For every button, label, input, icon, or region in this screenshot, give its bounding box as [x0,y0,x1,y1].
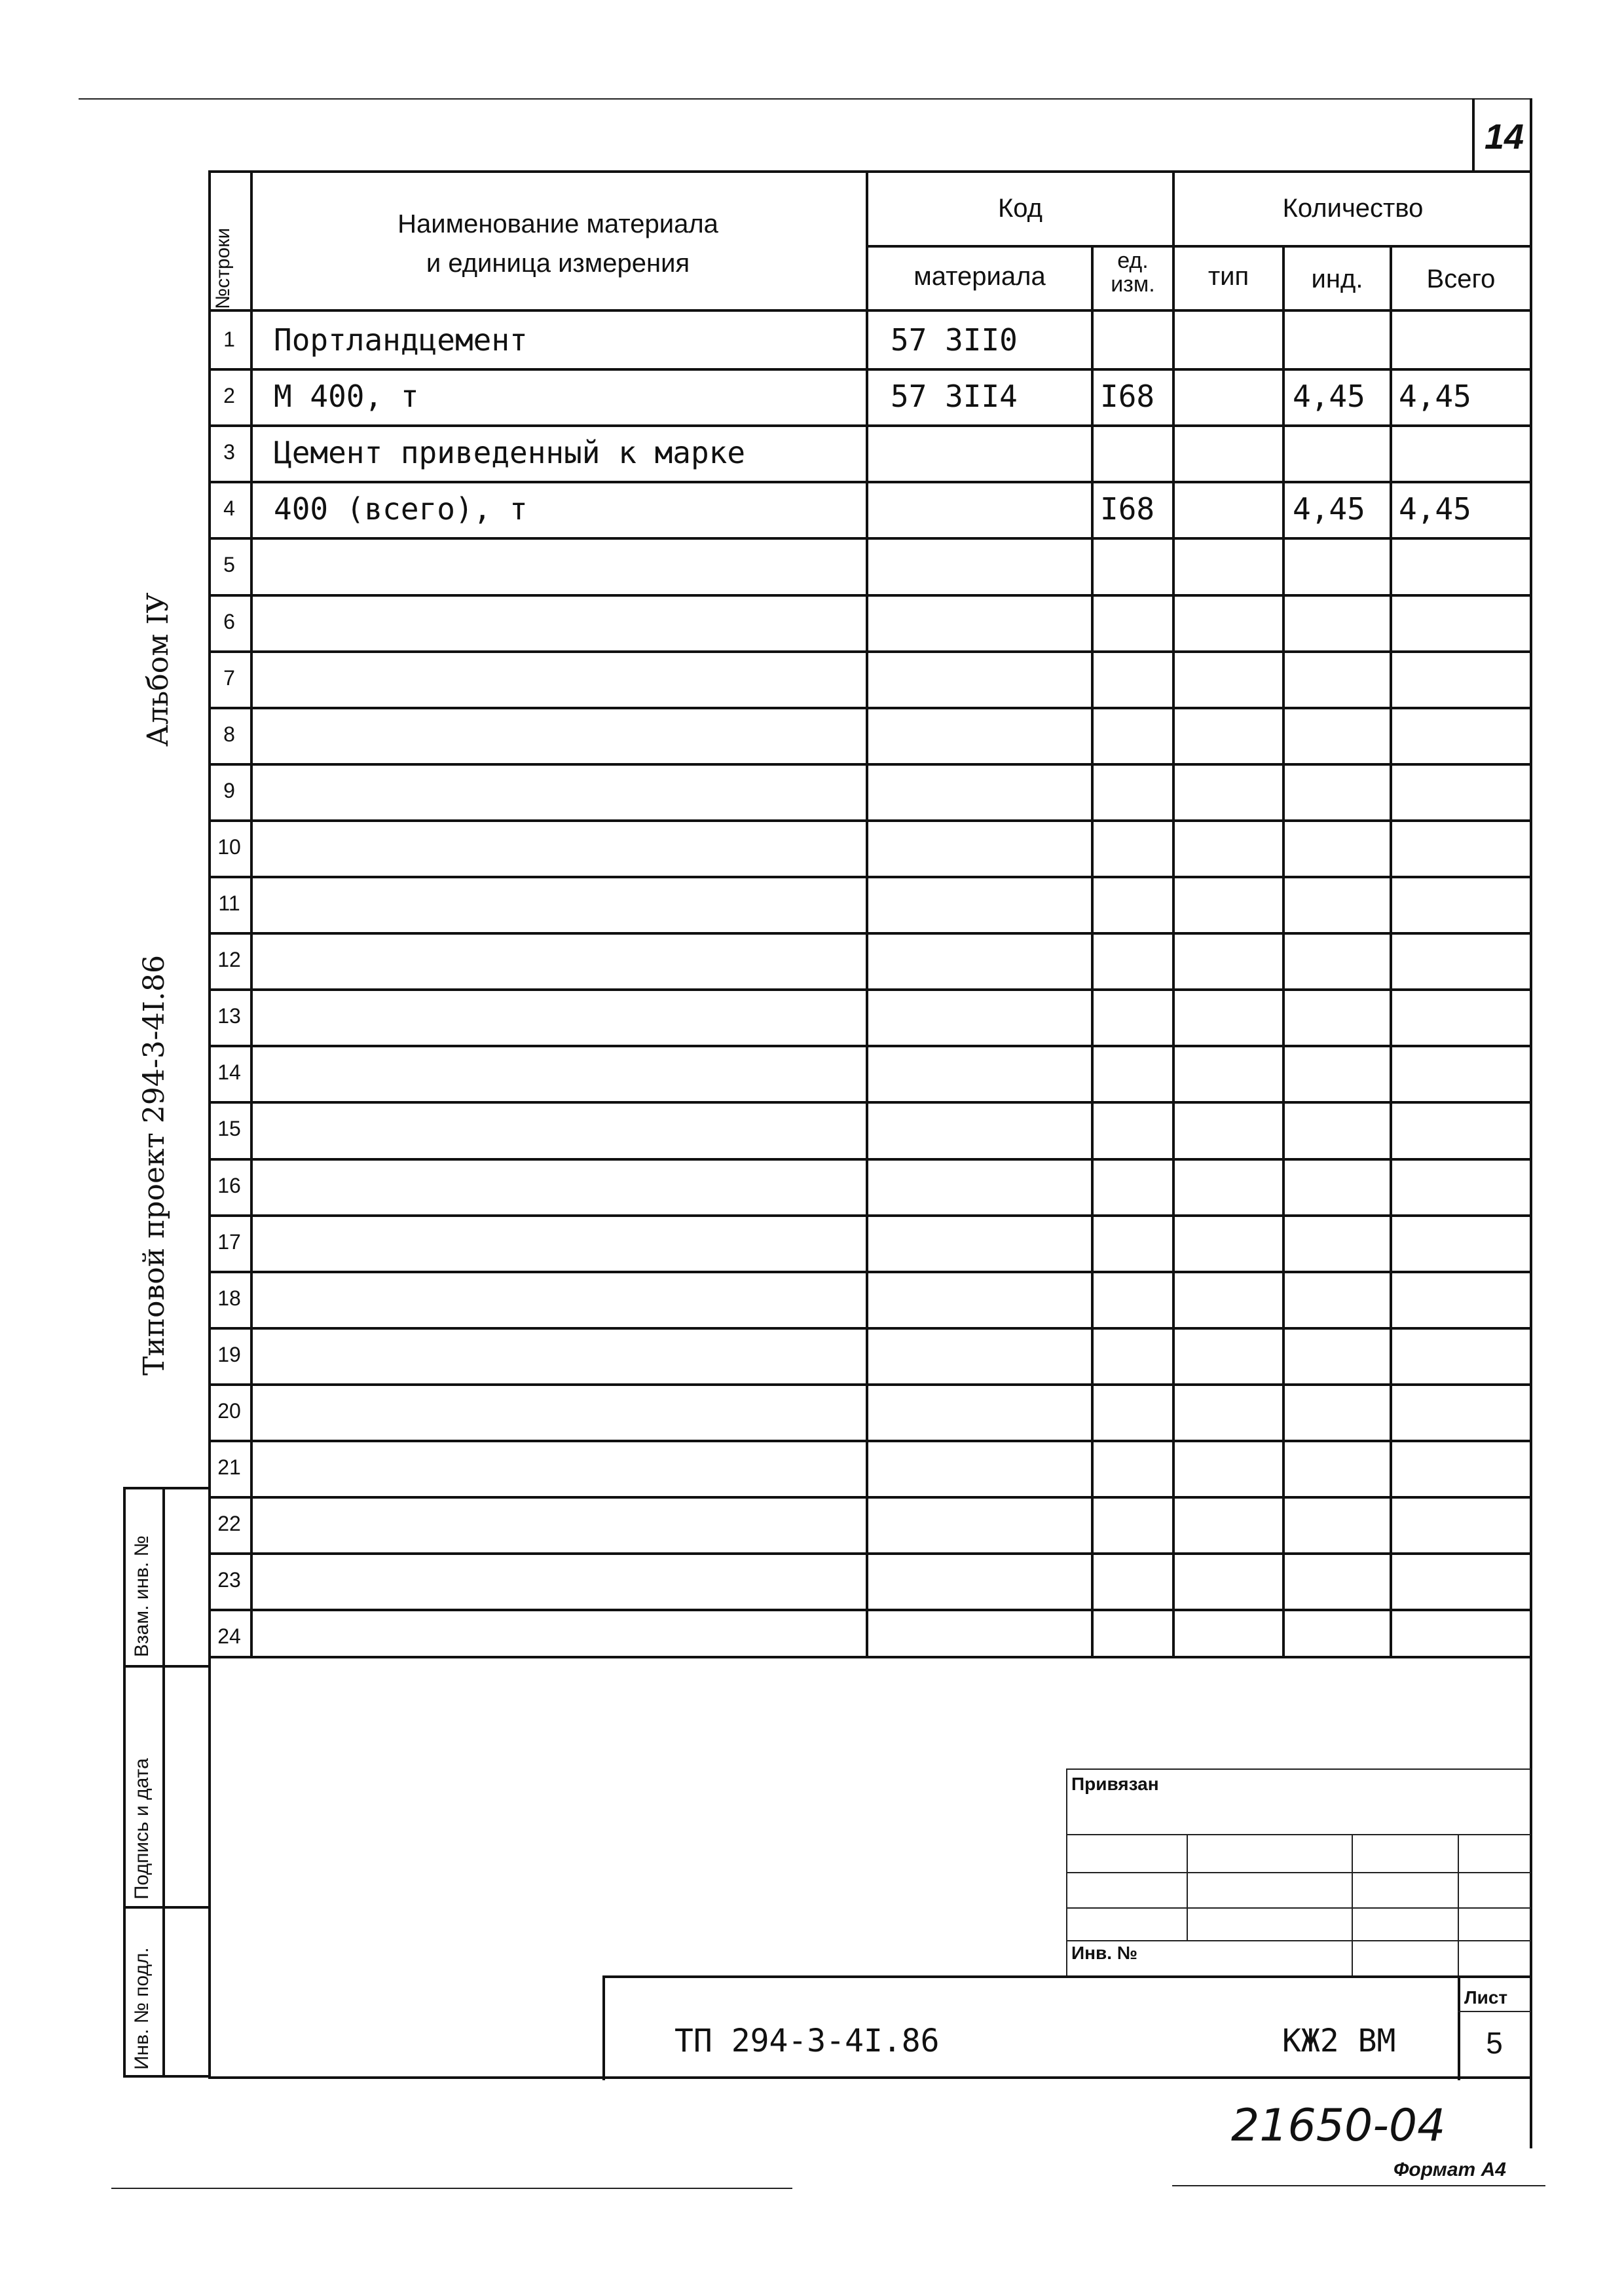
material-code: 57 3II0 [891,322,1018,358]
page-number: 14 [1484,117,1524,157]
handwritten-number: 21650-04 [1231,2100,1446,2152]
table-row-line [208,1158,1531,1161]
page-box-border [1530,98,1532,170]
table-row-line [208,594,1531,597]
col-line [1172,170,1175,1658]
tb-line [1066,1940,1531,1941]
header-sub-line [866,245,1531,248]
table-row-line [208,876,1531,878]
album-label: Альбом IУ [141,592,175,747]
table-row-line [208,707,1531,709]
margin-divider [162,1487,165,2076]
table-bottom-line [208,1656,1531,1658]
inv-no-label: Инв. № [1071,1943,1138,1963]
table-row-line [208,763,1531,766]
table-row-line [208,1552,1531,1555]
header-code: Код [997,194,1043,223]
podpis-label: Подпись и дата [131,1758,153,1899]
header-qty: Количество [1282,194,1424,223]
table-row-line [208,368,1531,371]
stamp-top [602,1975,1531,1978]
material-name: 400 (всего), т [274,491,528,527]
tb-line [1066,1768,1531,1770]
bottom-rule [1172,2185,1545,2186]
tb-line [1066,1907,1531,1909]
row-number: 5 [223,553,235,577]
doc-code: ТП 294-3-4I.86 [674,2023,940,2059]
vzam-label: Взам. инв. № [131,1535,153,1657]
row-number: 21 [217,1455,241,1479]
material-name: Портландцемент [274,322,528,358]
header-qty-tip: тип [1208,262,1249,291]
table-row-line [208,1609,1531,1611]
tb-line [1066,1768,1067,1978]
margin-bottom-border [123,2075,211,2078]
tb-line [1066,1872,1531,1873]
margin-sep [123,1665,211,1668]
row-number: 22 [217,1512,241,1536]
table-row-line [208,1271,1531,1273]
table-row-line [208,537,1531,540]
table-row-line [208,932,1531,935]
material-code: 57 3II4 [891,379,1018,415]
row-number: 18 [217,1286,241,1310]
header-code-material: материала [913,262,1046,291]
header-name-2: и единица измерения [426,249,690,278]
page-box-border [1472,98,1475,170]
table-row-line [208,819,1531,822]
project-label: Типовой проект 294-3-4I.86 [138,955,171,1375]
table-row-line [208,1383,1531,1386]
row-number: 3 [223,440,235,464]
row-number: 8 [223,722,235,746]
table-row-line [208,424,1531,427]
inv-podl-label: Инв. № подл. [131,1947,153,2070]
top-rule [79,98,1532,100]
row-number: 11 [218,891,240,915]
col-line [1390,246,1392,1658]
row-no-header: №строки [212,227,234,309]
col-line [866,170,868,1658]
table-row-line [208,1496,1531,1499]
mark-code: КЖ2 ВМ [1282,2023,1396,2059]
margin-top-border [123,1487,211,1489]
material-name: М 400, т [274,379,419,415]
col-line [1091,246,1094,1658]
margin-left-border [123,1487,126,2076]
row-number: 6 [223,609,235,633]
stamp-left [602,1975,605,2080]
row-number: 23 [217,1568,241,1592]
sheet-label: Лист [1464,1987,1508,2008]
header-qty-ind: инд. [1311,265,1363,293]
table-row-line [208,650,1531,653]
material-name: Цемент приведенный к марке [274,435,746,471]
qty-ind: 4,45 [1293,379,1365,415]
table-row-line [208,1214,1531,1217]
header-bottom-line [208,309,1531,312]
row-number: 4 [223,496,235,521]
row-number: 17 [217,1229,241,1254]
bottom-rule [111,2188,792,2189]
table-row-line [208,988,1531,991]
unit-code: I68 [1100,379,1155,415]
table-row-line [208,1045,1531,1047]
row-number: 20 [217,1398,241,1423]
col-line [250,170,253,1658]
header-qty-total: Всего [1426,265,1496,293]
frame-top [208,170,1532,173]
qty-ind: 4,45 [1293,491,1365,527]
sheet-number: 5 [1486,2026,1503,2060]
row-number: 13 [217,1004,241,1028]
tb-line [1458,1834,1459,1978]
table-row-line [208,1440,1531,1442]
row-number: 24 [217,1624,241,1649]
margin-sep [123,1906,211,1909]
col-line [1282,246,1285,1658]
tb-line [1458,2011,1531,2012]
table-row-line [208,1101,1531,1104]
format-label: Формат А4 [1393,2159,1506,2180]
privyazan-label: Привязан [1071,1774,1159,1794]
tb-line [1187,1834,1188,1940]
row-number: 1 [223,327,235,351]
row-number: 7 [223,665,235,690]
table-row-line [208,481,1531,483]
row-number: 2 [223,384,235,408]
row-number: 15 [217,1117,241,1141]
header-code-unit: ед. изм. [1111,248,1155,297]
row-number: 19 [217,1342,241,1366]
row-number: 10 [217,834,241,859]
tb-line [1352,1834,1353,1978]
qty-total: 4,45 [1399,379,1471,415]
tb-line [1066,1834,1531,1835]
row-number: 12 [217,948,241,972]
row-number: 9 [223,778,235,802]
row-number: 16 [217,1173,241,1197]
table-row-line [208,1327,1531,1330]
qty-total: 4,45 [1399,491,1471,527]
row-number: 14 [217,1060,241,1085]
stamp-bottom [208,2076,1531,2079]
unit-code: I68 [1100,491,1155,527]
header-name: Наименование материала [397,210,718,238]
